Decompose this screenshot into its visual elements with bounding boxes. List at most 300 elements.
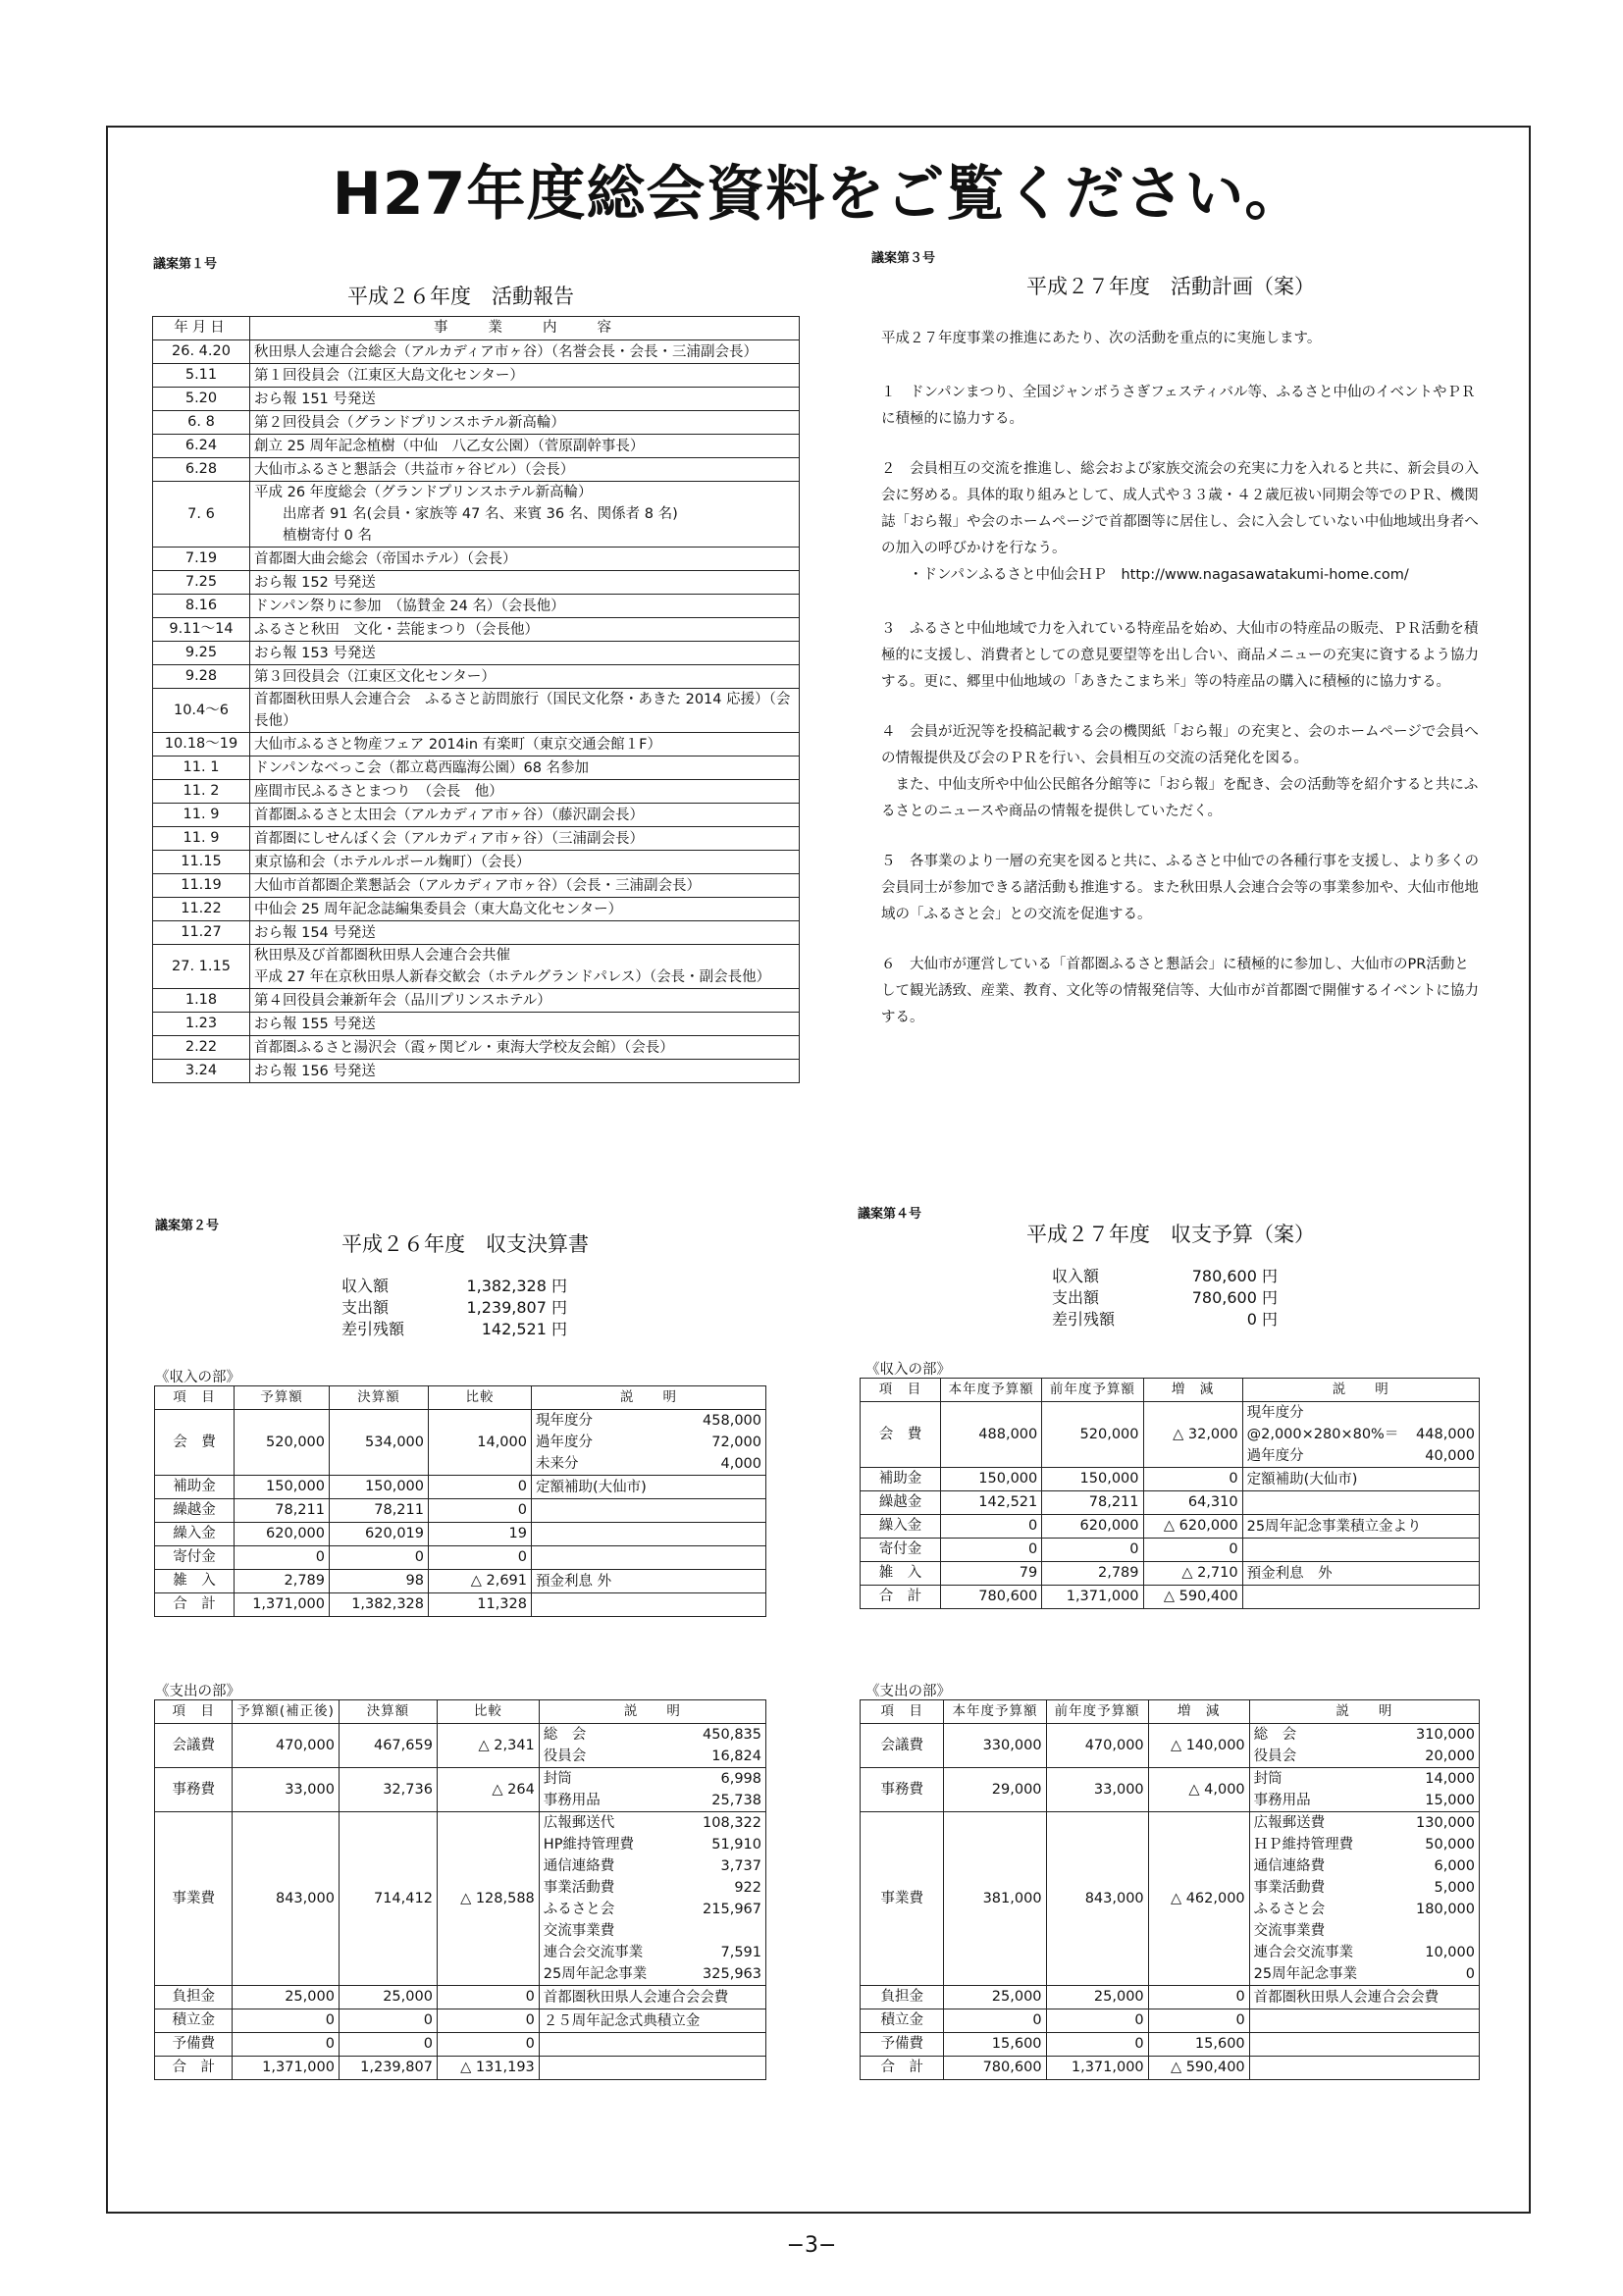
description-label: 25周年記念事業 <box>1253 1966 1358 1982</box>
table-header-cell: 説 明 <box>539 1700 765 1724</box>
difference-cell: △ 620,000 <box>1143 1515 1242 1539</box>
description-cell <box>1242 1562 1479 1586</box>
description-amount: 40,000 <box>1425 1448 1475 1464</box>
item-cell: 会 費 <box>155 1410 235 1476</box>
row-content: 秋田県人会連合会総会（アルカディア市ヶ谷）（名誉会長・会長・三浦副会長） <box>250 340 800 364</box>
description-line <box>1247 1424 1475 1445</box>
description-amount: 448,000 <box>1416 1427 1475 1442</box>
row-date: 9.28 <box>153 665 250 689</box>
description-line <box>1247 1469 1475 1490</box>
table-row <box>153 340 800 364</box>
table-row <box>155 1546 766 1570</box>
amount-b-cell: 33,000 <box>1046 1768 1148 1812</box>
table-row <box>861 1986 1480 2009</box>
description-label: ＨＰ維持管理費 <box>1253 1837 1354 1852</box>
row-date: 26. 4.20 <box>153 340 250 364</box>
description-line <box>544 1812 761 1834</box>
amount-a-cell: 1,371,000 <box>233 2057 340 2080</box>
difference-cell: 0 <box>1143 1468 1242 1491</box>
agenda2-label: 議案第２号 <box>155 1219 220 1233</box>
amount-a-cell: 25,000 <box>944 1986 1046 2009</box>
description-label: 現年度分 <box>536 1413 593 1429</box>
amount-a-cell: 2,789 <box>235 1570 330 1593</box>
description-cell <box>1242 1539 1479 1562</box>
description-label: 事業活動費 <box>1253 1880 1326 1896</box>
amount-b-cell: 98 <box>330 1570 429 1593</box>
agenda2-expense-label: 《支出の部》 <box>155 1684 240 1699</box>
row-date: 11. 9 <box>153 804 250 827</box>
row-content: おら報 153 号発送 <box>250 642 800 665</box>
description-line <box>1254 1855 1475 1877</box>
agenda2-summary <box>341 1276 567 1340</box>
difference-cell: 0 <box>1143 1539 1242 1562</box>
description-cell <box>1242 1402 1479 1468</box>
description-line <box>1254 1812 1475 1834</box>
summary-line <box>1052 1287 1278 1309</box>
description-line <box>544 1746 761 1767</box>
item-cell: 予備費 <box>861 2033 944 2057</box>
table-row <box>153 898 800 921</box>
row-date: 3.24 <box>153 1060 250 1083</box>
description-amount: 108,322 <box>703 1815 761 1831</box>
table-header-row <box>155 1386 766 1410</box>
description-label: ふるさと会 交流事業費 <box>543 1902 615 1939</box>
row-content: ドンパン祭りに参加 （協賛金 24 名）（会長他） <box>250 595 800 618</box>
table-row <box>153 548 800 571</box>
row-date: 1.18 <box>153 989 250 1013</box>
description-amount: 180,000 <box>1416 1902 1475 1917</box>
description-line <box>544 1877 761 1899</box>
row-date: 8.16 <box>153 595 250 618</box>
table-header-row <box>861 1700 1480 1724</box>
description-label: 事務用品 <box>1253 1793 1311 1808</box>
row-date: 10.4～6 <box>153 689 250 733</box>
item-cell: 合 計 <box>155 1593 235 1617</box>
description-amount: 14,000 <box>1425 1771 1475 1787</box>
table-row <box>861 1402 1480 1468</box>
row-content: おら報 151 号発送 <box>250 388 800 411</box>
item-cell: 繰越金 <box>155 1499 235 1523</box>
row-date: 6. 8 <box>153 411 250 435</box>
description-line <box>544 1987 761 2009</box>
item-cell: 事業費 <box>861 1812 944 1986</box>
row-content: おら報 156 号発送 <box>250 1060 800 1083</box>
row-content: 第２回役員会（グランドプリンスホテル新高輪） <box>250 411 800 435</box>
table-row <box>155 1724 766 1768</box>
amount-b-cell: 150,000 <box>330 1476 429 1499</box>
amount-a-cell: 0 <box>944 2009 1046 2033</box>
description-amount: 6,998 <box>720 1771 761 1787</box>
description-cell <box>539 1768 765 1812</box>
row-content: 東京協和会（ホテルルポール麹町）（会長） <box>250 851 800 874</box>
description-line <box>1247 1516 1475 1538</box>
row-content: ドンパンなべっこ会（都立葛西臨海公園）68 名参加 <box>250 757 800 780</box>
table-header-cell: 比較 <box>429 1386 532 1410</box>
page-title: H27年度総会資料をご覧ください。 <box>332 160 1305 229</box>
budget-expense-table <box>860 1699 1480 2080</box>
agenda2-income-label: 《収入の部》 <box>155 1370 240 1385</box>
table-header-cell: 本年度予算額 <box>944 1700 1046 1724</box>
amount-a-cell: 0 <box>940 1539 1041 1562</box>
description-line <box>544 1768 761 1790</box>
table-row <box>153 874 800 898</box>
description-label: 役員会 <box>543 1748 587 1764</box>
description-label: 連合会交流事業 <box>1253 1945 1354 1960</box>
table-row <box>153 364 800 388</box>
table-row <box>155 2057 766 2080</box>
description-line <box>544 1942 761 1963</box>
table-header-cell: 本年度予算額 <box>940 1379 1041 1402</box>
description-line <box>1254 1724 1475 1746</box>
difference-cell: 0 <box>437 2033 539 2057</box>
amount-a-cell: 79 <box>940 1562 1041 1586</box>
item-cell: 負担金 <box>155 1986 233 2009</box>
amount-a-cell: 381,000 <box>944 1812 1046 1986</box>
table-row <box>861 1491 1480 1515</box>
summary-value: 780,600 円 <box>1191 1267 1278 1285</box>
description-line <box>1254 1987 1475 2009</box>
table-row <box>155 1410 766 1476</box>
table-row <box>153 780 800 804</box>
amount-b-cell: 620,019 <box>330 1523 429 1546</box>
description-label: 25周年記念事業 <box>543 1966 648 1982</box>
header-date: 年月日 <box>153 317 250 340</box>
activity-report-table <box>152 316 800 1083</box>
description-label: 25周年記念事業積立金より <box>1246 1518 1422 1535</box>
amount-b-cell: 1,382,328 <box>330 1593 429 1617</box>
summary-label: 収入額 <box>1052 1267 1100 1285</box>
difference-cell: △ 264 <box>437 1768 539 1812</box>
amount-a-cell: 78,211 <box>235 1499 330 1523</box>
table-header-cell: 項 目 <box>861 1379 941 1402</box>
amount-a-cell: 843,000 <box>233 1812 340 1986</box>
summary-label: 収入額 <box>341 1277 390 1295</box>
table-row <box>861 1768 1480 1812</box>
description-line <box>544 1790 761 1811</box>
description-label: 連合会交流事業 <box>543 1945 644 1960</box>
description-line <box>1247 1563 1475 1585</box>
plan-item-4: ４ 会員が近況等を投稿記載する会の機関紙「おら報」の充実と、会のホームページで会員への情報提供及び会のＰＲを行い、会員相互の交流の活発化を図る。 また、中仙支所や中仙公民館各分館等に「おら報」を配き、会の活動等を紹介すると共にふるさとのニュースや商品の情報を提供していただく。 <box>881 724 1479 819</box>
item-cell: 繰入金 <box>155 1523 235 1546</box>
table-row <box>861 1812 1480 1986</box>
agenda4-heading: 平成２７年度 収支予算（案） <box>1026 1223 1315 1246</box>
description-label: ２５周年記念式典積立金 <box>543 2012 701 2029</box>
row-content: 秋田県及び首都圏秋田県人会連合会共催 平成 27 年在京秋田県人新春交歓会（ホテルグランドパレス）（会長・副会長他） <box>250 945 800 989</box>
amount-b-cell: 0 <box>1046 2033 1148 2057</box>
description-amount: 310,000 <box>1416 1727 1475 1743</box>
amount-b-cell: 0 <box>339 2033 437 2057</box>
table-header-cell: 前年度予算額 <box>1046 1700 1148 1724</box>
summary-label: 支出額 <box>1052 1288 1100 1307</box>
amount-b-cell: 534,000 <box>330 1410 429 1476</box>
row-content: 第１回役員会（江東区大島文化センター） <box>250 364 800 388</box>
row-content: 大仙市首都圏企業懇話会（アルカディア市ヶ谷）（会長・三浦副会長） <box>250 874 800 898</box>
row-date: 11. 9 <box>153 827 250 851</box>
description-amount: 16,824 <box>711 1748 761 1764</box>
description-cell <box>1249 2033 1479 2057</box>
difference-cell: 15,600 <box>1148 2033 1249 2057</box>
difference-cell: △ 131,193 <box>437 2057 539 2080</box>
row-content: 中仙会 25 周年記念誌編集委員会（東大島文化センター） <box>250 898 800 921</box>
item-cell: 事務費 <box>155 1768 233 1812</box>
table-row <box>153 921 800 945</box>
description-cell <box>532 1570 766 1593</box>
table-header-cell: 予算額 <box>235 1386 330 1410</box>
difference-cell: 19 <box>429 1523 532 1546</box>
description-cell <box>532 1523 766 1546</box>
plan-item-6: ６ 大仙市が運営している「首都圏ふるさと懇話会」に積極的に参加し、大仙市のPR活動として観光誘致、産業、教育、文化等の情報発信等、大仙市が首都圏で開催するイベントに協力する。 <box>881 957 1479 1025</box>
table-row <box>153 571 800 595</box>
description-label: 首都圏秋田県人会連合会会費 <box>1253 1989 1440 2006</box>
description-amount: 450,835 <box>703 1727 761 1743</box>
row-date: 7.19 <box>153 548 250 571</box>
plan-item-1: １ ドンパンまつり、全国ジャンボうさぎフェスティバル等、ふるさと中仙のイベントやＰＲに積極的に協力する。 <box>881 385 1476 427</box>
table-row <box>155 1476 766 1499</box>
item-cell: 繰越金 <box>861 1491 941 1515</box>
description-cell <box>532 1499 766 1523</box>
description-amount: 215,967 <box>703 1902 761 1917</box>
description-amount: 325,963 <box>703 1966 761 1982</box>
table-row <box>153 595 800 618</box>
description-amount: 5,000 <box>1434 1880 1475 1896</box>
table-row <box>861 2009 1480 2033</box>
description-cell <box>539 1986 765 2009</box>
difference-cell: △ 2,341 <box>437 1724 539 1768</box>
description-label: 過年度分 <box>1246 1448 1304 1464</box>
item-cell: 寄付金 <box>155 1546 235 1570</box>
row-content: 大仙市ふるさと懇話会（共益市ヶ谷ビル）（会長） <box>250 458 800 482</box>
description-label: HP維持管理費 <box>543 1837 634 1852</box>
difference-cell: 11,328 <box>429 1593 532 1617</box>
description-amount: 3,737 <box>720 1858 761 1874</box>
description-line <box>544 1963 761 1985</box>
agenda4-label: 議案第４号 <box>858 1207 922 1222</box>
description-label: @2,000×280×80%＝ <box>1246 1427 1399 1442</box>
difference-cell: 0 <box>437 2009 539 2033</box>
row-date: 2.22 <box>153 1036 250 1060</box>
table-header-cell: 説 明 <box>1242 1379 1479 1402</box>
row-date: 6.28 <box>153 458 250 482</box>
row-date: 5.11 <box>153 364 250 388</box>
summary-label: 差引残額 <box>341 1320 405 1338</box>
item-cell: 合 計 <box>155 2057 233 2080</box>
amount-a-cell: 25,000 <box>233 1986 340 2009</box>
item-cell: 繰入金 <box>861 1515 941 1539</box>
description-amount: 72,000 <box>711 1435 761 1450</box>
description-line <box>544 1899 761 1942</box>
page-number: −3− <box>786 2233 837 2258</box>
item-cell: 補助金 <box>155 1476 235 1499</box>
amount-b-cell: 843,000 <box>1046 1812 1148 1986</box>
description-line <box>536 1477 761 1498</box>
summary-line <box>1052 1309 1278 1331</box>
amount-b-cell: 32,736 <box>339 1768 437 1812</box>
row-date: 9.25 <box>153 642 250 665</box>
summary-line <box>341 1276 567 1297</box>
amount-a-cell: 780,600 <box>944 2057 1046 2080</box>
amount-a-cell: 150,000 <box>235 1476 330 1499</box>
description-cell <box>539 2009 765 2033</box>
table-header-cell: 項 目 <box>861 1700 944 1724</box>
table-row <box>153 733 800 757</box>
description-label: 封筒 <box>1253 1771 1283 1787</box>
description-cell <box>539 2057 765 2080</box>
description-label: 定額補助(大仙市) <box>536 1479 647 1495</box>
row-content: おら報 154 号発送 <box>250 921 800 945</box>
amount-a-cell: 15,600 <box>944 2033 1046 2057</box>
agenda4-summary <box>1052 1266 1278 1331</box>
difference-cell: 0 <box>1148 2009 1249 2033</box>
agenda1-heading: 平成２６年度 活動報告 <box>347 285 574 308</box>
table-row <box>153 1060 800 1083</box>
summary-value: 0 円 <box>1246 1310 1278 1329</box>
difference-cell: 64,310 <box>1143 1491 1242 1515</box>
difference-cell: △ 590,400 <box>1148 2057 1249 2080</box>
table-row <box>861 1539 1480 1562</box>
description-amount: 7,591 <box>720 1945 761 1960</box>
difference-cell: 0 <box>429 1546 532 1570</box>
description-label: 預金利息 外 <box>536 1573 612 1590</box>
amount-a-cell: 470,000 <box>233 1724 340 1768</box>
description-label: ふるさと会 交流事業費 <box>1253 1902 1326 1939</box>
summary-label: 支出額 <box>341 1298 390 1317</box>
difference-cell: △ 2,710 <box>1143 1562 1242 1586</box>
description-amount: 130,000 <box>1416 1815 1475 1831</box>
agenda4-expense-label: 《支出の部》 <box>865 1684 951 1699</box>
plan-item-3: ３ ふるさと中仙地域で力を入れている特産品を始め、大仙市の特産品の販売、ＰＲ活動を積極的に支援し、消費者としての意見要望等を出し合い、商品メニューの充実に資するよう協力する。更に、郷里中仙地域の「あきたこまち米」等の特産品の購入に積極的に協力する。 <box>881 621 1479 690</box>
description-label: 未来分 <box>536 1456 579 1472</box>
table-header-cell: 比較 <box>437 1700 539 1724</box>
summary-value: 1,239,807 円 <box>466 1298 567 1317</box>
item-cell: 会議費 <box>861 1724 944 1768</box>
amount-a-cell: 0 <box>233 2033 340 2057</box>
description-line <box>1254 1746 1475 1767</box>
difference-cell: △ 590,400 <box>1143 1586 1242 1609</box>
table-row <box>153 989 800 1013</box>
description-label: 現年度分 <box>1246 1405 1304 1421</box>
description-label: 広報郵送費 <box>1253 1815 1326 1831</box>
table-row <box>155 1570 766 1593</box>
item-cell: 雑 入 <box>155 1570 235 1593</box>
row-content: 大仙市ふるさと物産フェア 2014in 有楽町（東京交通会館１F） <box>250 733 800 757</box>
row-date: 11.22 <box>153 898 250 921</box>
item-cell: 合 計 <box>861 2057 944 2080</box>
row-content: おら報 155 号発送 <box>250 1013 800 1036</box>
table-row <box>155 1986 766 2009</box>
table-row <box>153 642 800 665</box>
description-label: 通信連絡費 <box>543 1858 615 1874</box>
agenda3-label: 議案第３号 <box>871 251 936 266</box>
description-line <box>1254 1768 1475 1790</box>
table-row <box>153 458 800 482</box>
description-cell <box>1242 1491 1479 1515</box>
header-content: 事 業 内 容 <box>250 317 800 340</box>
amount-a-cell: 330,000 <box>944 1724 1046 1768</box>
item-cell: 寄付金 <box>861 1539 941 1562</box>
description-amount: 0 <box>1465 1966 1475 1982</box>
table-row <box>155 2033 766 2057</box>
amount-a-cell: 620,000 <box>235 1523 330 1546</box>
item-cell: 積立金 <box>861 2009 944 2033</box>
description-line <box>544 1834 761 1855</box>
amount-b-cell: 1,371,000 <box>1046 2057 1148 2080</box>
description-amount: 20,000 <box>1425 1748 1475 1764</box>
table-header-cell: 説 明 <box>532 1386 766 1410</box>
row-content: 首都圏大曲会総会（帝国ホテル）（会長） <box>250 548 800 571</box>
item-cell: 予備費 <box>155 2033 233 2057</box>
table-row <box>153 665 800 689</box>
summary-value: 1,382,328 円 <box>466 1277 567 1295</box>
description-label: 定額補助(大仙市) <box>1246 1471 1358 1487</box>
description-amount: 4,000 <box>720 1456 761 1472</box>
description-cell <box>1249 1812 1479 1986</box>
row-date: 11.15 <box>153 851 250 874</box>
table-row <box>153 851 800 874</box>
description-cell <box>532 1476 766 1499</box>
summary-line <box>341 1319 567 1340</box>
row-date: 11.19 <box>153 874 250 898</box>
table-row <box>155 1768 766 1812</box>
row-content: 首都圏ふるさと太田会（アルカディア市ヶ谷）（藤沢副会長） <box>250 804 800 827</box>
amount-b-cell: 150,000 <box>1042 1468 1143 1491</box>
description-label: 通信連絡費 <box>1253 1858 1326 1874</box>
item-cell: 会 費 <box>861 1402 941 1468</box>
plan-lead: 平成２７年度事業の推進にあたり、次の活動を重点的に実施します。 <box>881 331 1322 346</box>
description-label: 事務用品 <box>543 1793 601 1808</box>
agenda3-heading: 平成２７年度 活動計画（案） <box>1026 275 1315 298</box>
description-line <box>536 1432 761 1453</box>
row-date: 11. 2 <box>153 780 250 804</box>
settlement-expense-table <box>154 1699 766 2080</box>
description-label: 過年度分 <box>536 1435 593 1450</box>
row-content: おら報 152 号発送 <box>250 571 800 595</box>
description-line <box>1254 1790 1475 1811</box>
summary-line <box>1052 1266 1278 1287</box>
table-header-cell: 増 減 <box>1143 1379 1242 1402</box>
amount-a-cell: 150,000 <box>940 1468 1041 1491</box>
description-line <box>1247 1445 1475 1467</box>
amount-b-cell: 467,659 <box>339 1724 437 1768</box>
description-cell <box>532 1546 766 1570</box>
description-label: 役員会 <box>1253 1748 1297 1764</box>
table-header-cell: 説 明 <box>1249 1700 1479 1724</box>
description-amount: 25,738 <box>711 1793 761 1808</box>
description-line <box>1254 1963 1475 1985</box>
summary-line <box>341 1297 567 1319</box>
table-header-cell: 項 目 <box>155 1700 233 1724</box>
table-row <box>155 2009 766 2033</box>
difference-cell: 0 <box>429 1476 532 1499</box>
table-row <box>153 482 800 548</box>
description-label: 預金利息 外 <box>1246 1565 1333 1582</box>
difference-cell: 0 <box>437 1986 539 2009</box>
table-row <box>153 804 800 827</box>
amount-b-cell: 0 <box>1042 1539 1143 1562</box>
table-row <box>153 689 800 733</box>
amount-b-cell: 78,211 <box>1042 1491 1143 1515</box>
item-cell: 負担金 <box>861 1986 944 2009</box>
description-amount: 458,000 <box>703 1413 761 1429</box>
row-date: 7. 6 <box>153 482 250 548</box>
table-row <box>861 2033 1480 2057</box>
difference-cell: 14,000 <box>429 1410 532 1476</box>
table-row <box>153 388 800 411</box>
description-amount: 6,000 <box>1434 1858 1475 1874</box>
item-cell: 合 計 <box>861 1586 941 1609</box>
amount-b-cell: 520,000 <box>1042 1402 1143 1468</box>
amount-b-cell: 78,211 <box>330 1499 429 1523</box>
difference-cell: 0 <box>429 1499 532 1523</box>
